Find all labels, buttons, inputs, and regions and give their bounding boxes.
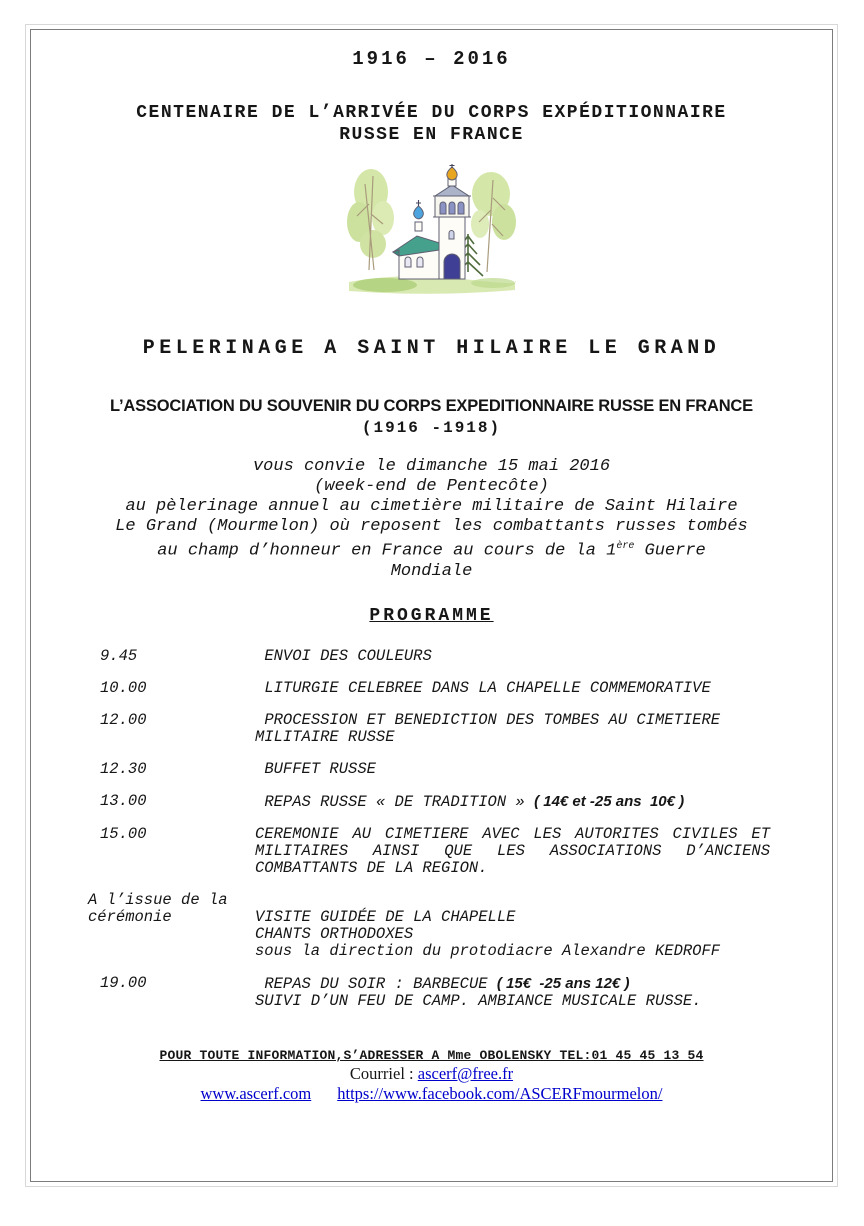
programme-list (88, 646, 780, 1010)
invitation-paragraph (31, 457, 832, 582)
programme-text: BUFFET RUSSE (255, 759, 376, 778)
courriel-line (31, 1064, 832, 1084)
time-label: A l’issue de la cérémonie (88, 890, 228, 926)
programme-row-issue-ceremonie (88, 890, 770, 960)
links-line (31, 1084, 832, 1104)
programme-text: REPAS RUSSE « DE TRADITION » ( 14€ et -25 ans 10€ ) (255, 792, 685, 811)
invitation-line-4: Le Grand (Mourmelon) où reposent les combattants russes tombés (115, 517, 748, 536)
time-label: 13.00 (100, 791, 147, 810)
programme-text: PROCESSION ET BENEDICTION DES TOMBES AU CIMETIERE MILITAIRE RUSSE (255, 710, 721, 746)
main-title: PELERINAGE A SAINT HILAIRE LE GRAND (142, 337, 721, 360)
left-tree (347, 169, 394, 270)
email-link[interactable]: ascerf@free.fr (417, 1063, 514, 1083)
right-tree (471, 172, 516, 272)
association-years: (1916 -1918) (361, 419, 502, 437)
chapel-illustration (31, 164, 832, 302)
programme-text: LITURGIE CELEBREE DANS LA CHAPELLE COMMEMORATIVE (255, 678, 711, 697)
price-text: ( 14€ et -25 ans 10€ ) (534, 792, 685, 810)
programme-heading: PROGRAMME (369, 605, 494, 626)
document-title (31, 102, 832, 146)
footer (31, 1046, 832, 1104)
association-heading (31, 396, 832, 439)
programme-row-1200 (100, 712, 770, 746)
courriel-label: Courriel : (349, 1063, 418, 1083)
time-label: 10.00 (100, 678, 147, 697)
time-label: 9.45 (100, 646, 138, 665)
programme-text: CEREMONIE AU CIMETIERE AVEC LES AUTORITES CIVILES ET MILITAIRES AINSI QUE LES ASSOCIATIONS D’ANCIENS COMBATTANTS DE LA REGION. (255, 824, 780, 877)
programme-row-1300 (100, 793, 770, 811)
programme-heading-wrap (31, 606, 832, 626)
invitation-line-6: Mondiale (390, 561, 473, 581)
programme-text: VISITE GUIDÉE DE LA CHAPELLE CHANTS ORTHODOXES sous la direction du protodiacre Alexandre KEDROFF (255, 907, 721, 960)
website-link[interactable]: www.ascerf.com (200, 1083, 312, 1103)
programme-text: ENVOI DES COULEURS (255, 646, 432, 665)
time-label: 12.30 (100, 759, 147, 778)
bell-tower (433, 164, 471, 279)
title-line-1: CENTENAIRE DE L’ARRIVÉE DU CORPS EXPÉDITIONNAIRE (136, 103, 727, 123)
page-frame (30, 29, 833, 1182)
programme-row-1230 (100, 761, 770, 778)
time-label: 15.00 (100, 824, 147, 843)
superscript-ere: ère (616, 541, 635, 552)
association-title: L’ASSOCIATION DU SOUVENIR DU CORPS EXPEDITIONNAIRE RUSSE EN FRANCE (110, 397, 753, 415)
title-line-2: RUSSE EN FRANCE (339, 125, 524, 145)
programme-text: REPAS DU SOIR : BARBECUE ( 15€ -25 ans 12€ ) SUIVI D’UN FEU DE CAMP. AMBIANCE MUSICALE RUSSE. (255, 974, 702, 1010)
years-heading: 1916 – 2016 (352, 48, 511, 70)
footer-info-line: POUR TOUTE INFORMATION,S’ADRESSER A Mme OBOLENSKY TEL:01 45 45 13 54 (159, 1047, 704, 1063)
programme-row-1500 (100, 824, 780, 877)
facebook-link[interactable]: https://www.facebook.com/ASCERFmourmelon/ (337, 1083, 663, 1103)
invitation-line-5: au champ d’honneur en France au cours de la 1ère Guerre (157, 541, 706, 561)
programme-row-1900 (100, 975, 770, 1010)
programme-row-0945 (100, 648, 770, 665)
invitation-line-1: vous convie le dimanche 15 mai 2016 (252, 457, 611, 476)
time-label: 12.00 (100, 710, 147, 729)
programme-row-1000 (100, 680, 770, 697)
chapel-drawing-svg (343, 164, 521, 297)
invitation-line-3: au pèlerinage annuel au cimetière militaire de Saint Hilaire (125, 497, 738, 516)
invitation-line-2: (week-end de Pentecôte) (314, 477, 549, 496)
time-label: 19.00 (100, 973, 147, 992)
price-text: ( 15€ -25 ans 12€ ) (496, 974, 630, 992)
